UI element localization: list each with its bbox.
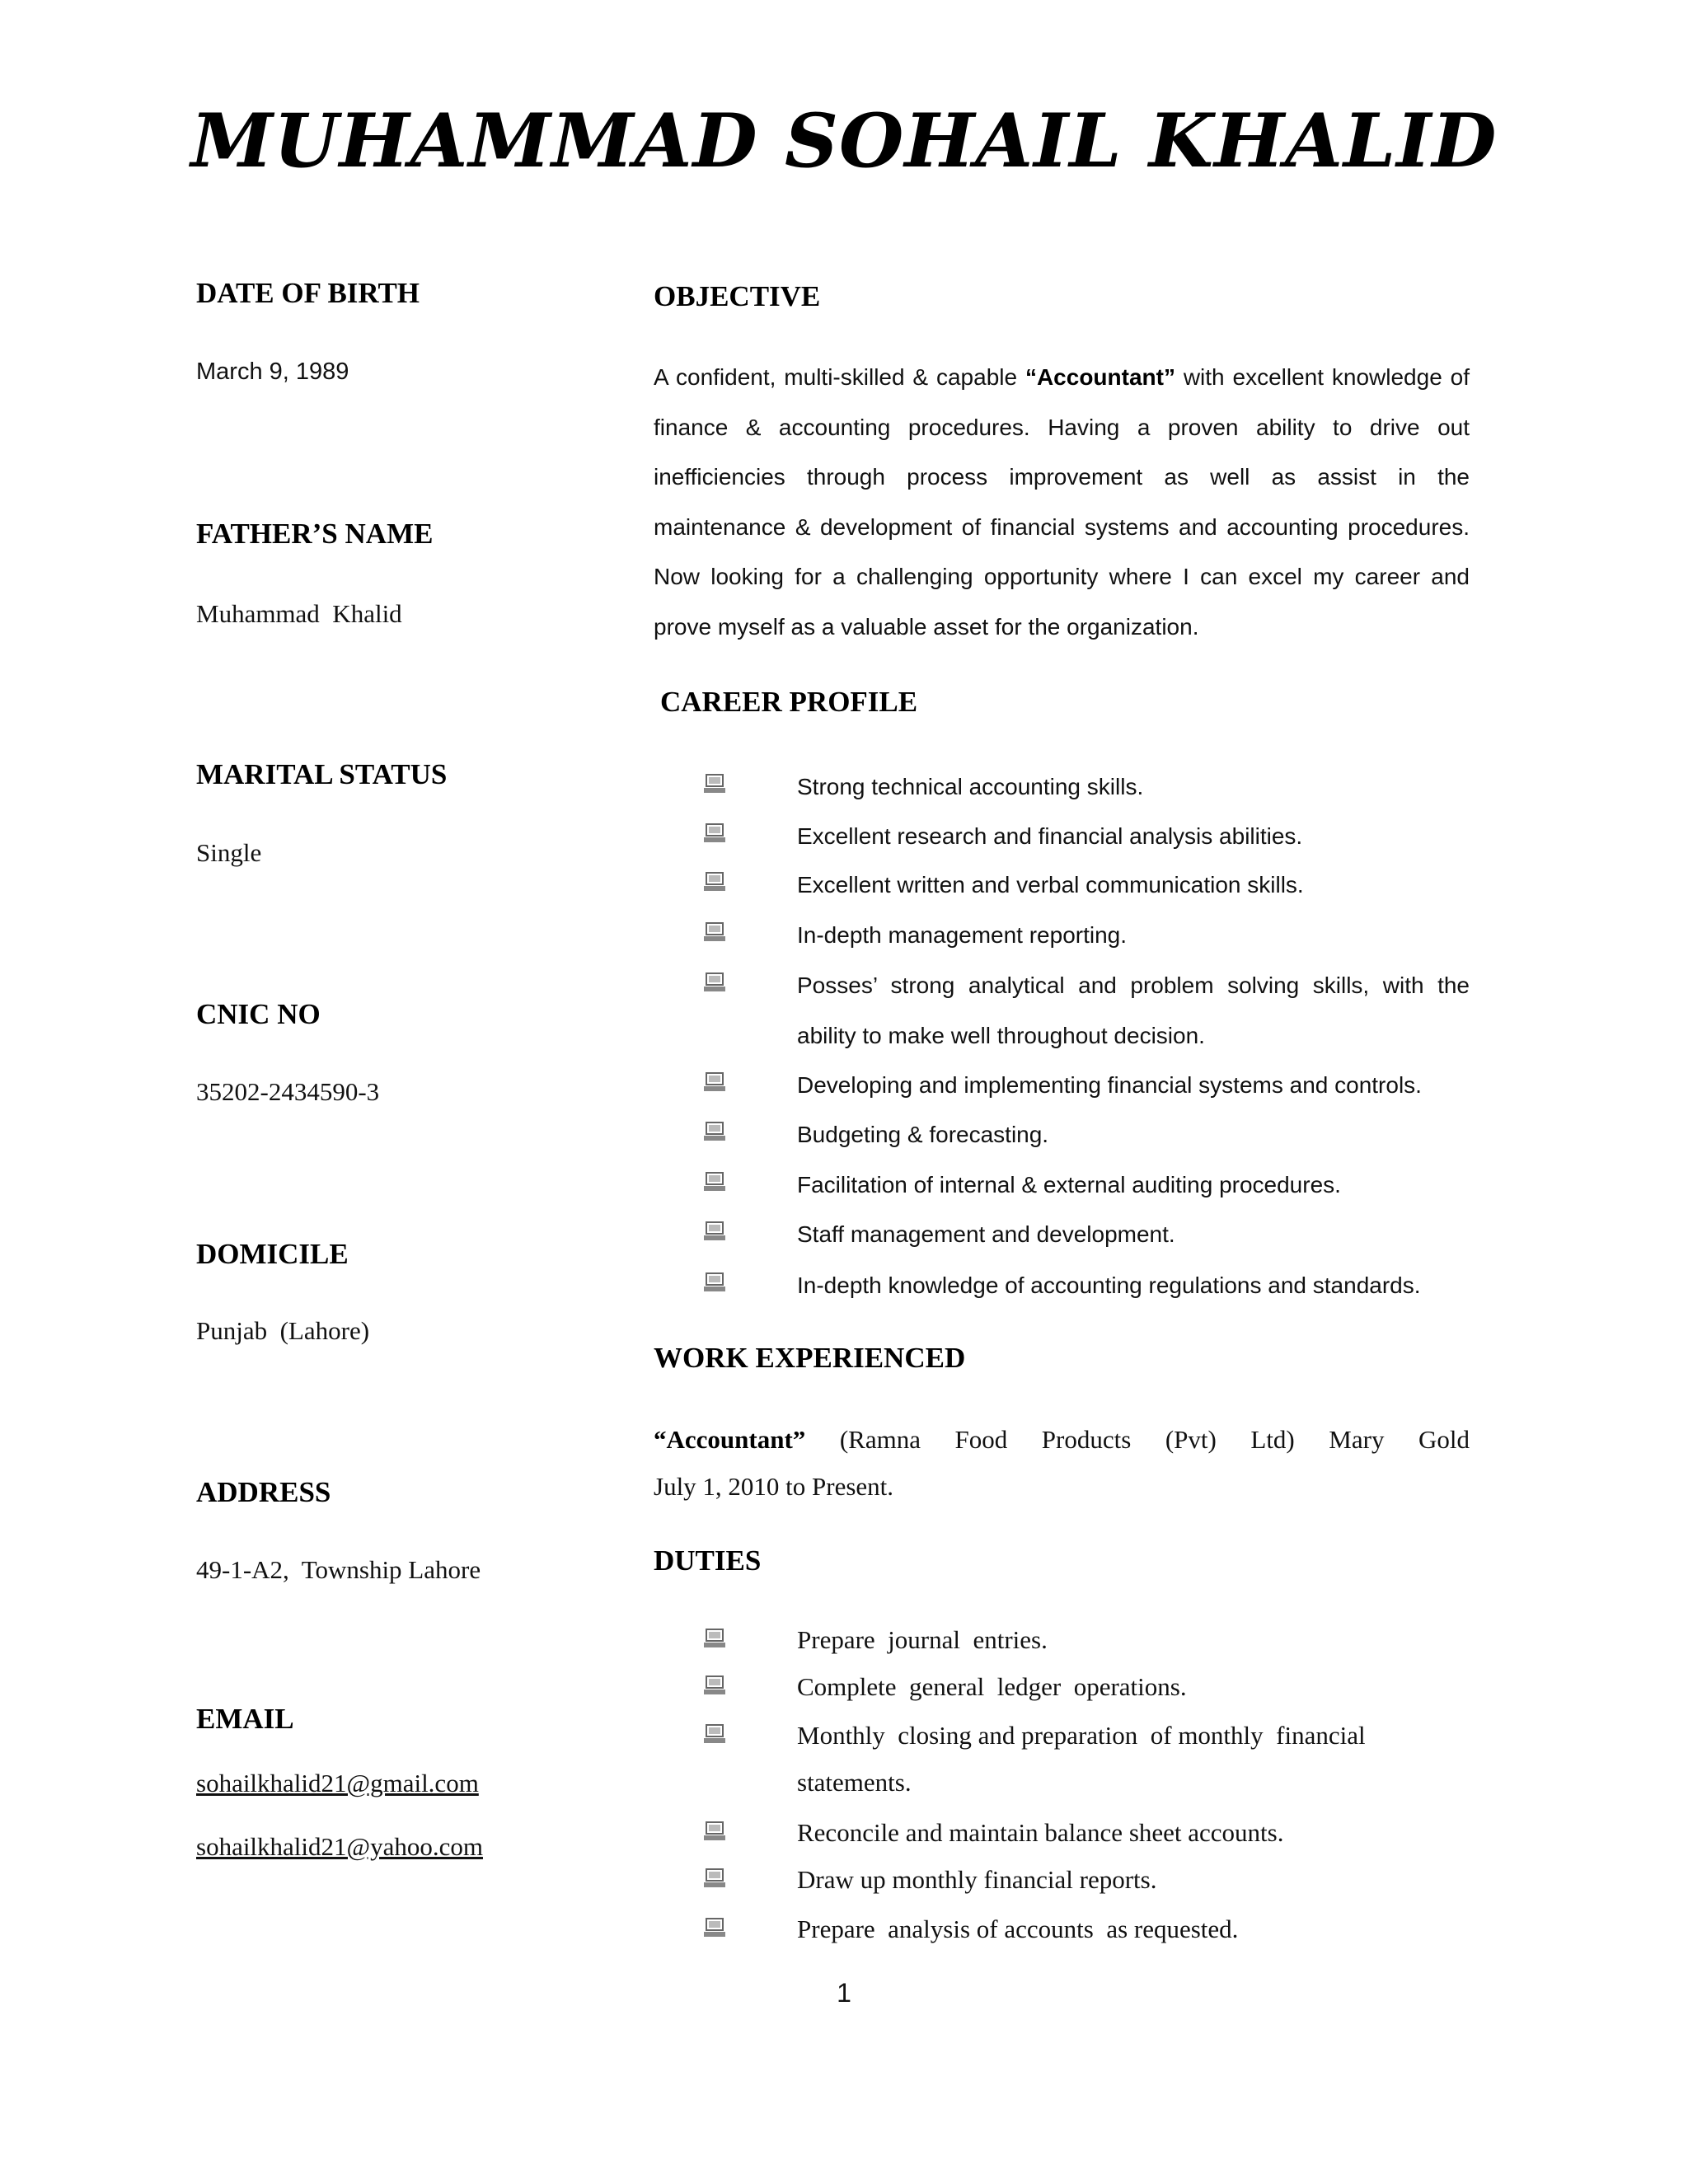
- cnic-value: 35202-2434590-3: [196, 1077, 380, 1106]
- list-item: [703, 1616, 1470, 1663]
- list-item: [703, 1209, 1470, 1259]
- father-name-value: Muhammad Khalid: [196, 599, 402, 628]
- career-item-text: In-depth management reporting.: [797, 922, 1128, 948]
- career-item-text: Strong technical accounting skills.: [797, 774, 1144, 799]
- list-item: [703, 1109, 1470, 1160]
- duty-item-text: Prepare analysis of accounts as requested.: [797, 1915, 1239, 1943]
- career-item-text: Posses’ strong analytical and problem solving skills, with the ability to make well throughout decision.: [797, 972, 1470, 1048]
- candidate-name: MUHAMMAD SOHAIL KHALID: [190, 97, 1498, 185]
- list-item: [703, 910, 1470, 960]
- objective-text-before: A confident, multi-skilled & capable: [654, 364, 1025, 390]
- computer-bullet-icon: [703, 773, 726, 794]
- career-profile-heading: CAREER PROFILE: [660, 686, 918, 718]
- computer-bullet-icon: [703, 1221, 726, 1242]
- career-item-text: Facilitation of internal & external auditing procedures.: [797, 1172, 1341, 1197]
- list-item: [703, 1809, 1470, 1856]
- list-item: [703, 811, 1470, 861]
- duties-heading: DUTIES: [654, 1544, 762, 1577]
- work-experience-heading: WORK EXPERIENCED: [654, 1342, 966, 1374]
- list-item: [703, 960, 1470, 1061]
- career-item-text: Developing and implementing financial systems and controls.: [797, 1072, 1422, 1098]
- list-item: [703, 1663, 1470, 1710]
- computer-bullet-icon: [703, 1071, 726, 1093]
- email-label: EMAIL: [196, 1703, 294, 1735]
- email-secondary[interactable]: [196, 1832, 483, 1862]
- computer-bullet-icon: [703, 1868, 726, 1889]
- computer-bullet-icon: [703, 1821, 726, 1842]
- work-company: (Ramna Food Products (Pvt) Ltd) Mary Gold: [805, 1425, 1470, 1454]
- address-value: 49-1-A2, Township Lahore: [196, 1555, 481, 1584]
- marital-status-value: Single: [196, 838, 262, 867]
- cnic-label: CNIC NO: [196, 998, 321, 1030]
- objective-text: [654, 353, 1470, 652]
- computer-bullet-icon: [703, 871, 726, 893]
- father-name-label: FATHER’S NAME: [196, 518, 434, 550]
- career-item-text: Budgeting & forecasting.: [797, 1122, 1049, 1147]
- duty-item-text: Complete general ledger operations.: [797, 1672, 1187, 1701]
- computer-bullet-icon: [703, 1628, 726, 1649]
- computer-bullet-icon: [703, 1272, 726, 1293]
- computer-bullet-icon: [703, 1121, 726, 1142]
- email-primary-link[interactable]: sohailkhalid21@gmail.com: [196, 1769, 479, 1797]
- computer-bullet-icon: [703, 1171, 726, 1193]
- computer-bullet-icon: [703, 1675, 726, 1696]
- career-item-text: Excellent written and verbal communication skills.: [797, 872, 1304, 898]
- computer-bullet-icon: [703, 1917, 726, 1938]
- objective-highlight: “Accountant”: [1025, 364, 1175, 390]
- duty-item-text: Monthly closing and preparation of monthly financial statements.: [797, 1721, 1372, 1797]
- objective-text-after: with excellent knowledge of finance & accounting procedures. Having a proven ability to drive out inefficiencies through process improvement as well as assist in the maintenance & development of financial systems and accounting procedures. Now looking for a challenging opportunity where I can excel my career and prove myself as a valuable asset for the organization.: [654, 364, 1470, 640]
- computer-bullet-icon: [703, 823, 726, 844]
- list-item: [703, 860, 1470, 910]
- work-position-line: [654, 1416, 1470, 1463]
- marital-status-label: MARITAL STATUS: [196, 758, 448, 790]
- list-item: [703, 1905, 1470, 1952]
- work-role: “Accountant”: [654, 1425, 806, 1454]
- list-item: [703, 1060, 1470, 1110]
- duty-item-text: Prepare journal entries.: [797, 1625, 1048, 1654]
- objective-heading: OBJECTIVE: [654, 280, 821, 312]
- list-item: [703, 1160, 1470, 1210]
- page-number: 1: [837, 1978, 851, 2008]
- email-secondary-link[interactable]: sohailkhalid21@yahoo.com: [196, 1832, 483, 1861]
- dob-label: DATE OF BIRTH: [196, 277, 420, 309]
- domicile-value: Punjab (Lahore): [196, 1316, 370, 1345]
- work-dates: July 1, 2010 to Present.: [654, 1472, 894, 1501]
- career-item-text: Excellent research and financial analysis abilities.: [797, 823, 1303, 849]
- list-item: [703, 1856, 1470, 1903]
- computer-bullet-icon: [703, 921, 726, 943]
- computer-bullet-icon: [703, 972, 726, 993]
- career-item-text: Staff management and development.: [797, 1221, 1175, 1247]
- list-item: [703, 1712, 1470, 1806]
- duty-item-text: Draw up monthly financial reports.: [797, 1865, 1157, 1894]
- duty-item-text: Reconcile and maintain balance sheet accounts.: [797, 1818, 1284, 1847]
- list-item: [703, 1260, 1470, 1310]
- career-item-text: In-depth knowledge of accounting regulations and standards.: [797, 1272, 1421, 1298]
- email-primary[interactable]: [196, 1769, 479, 1798]
- computer-bullet-icon: [703, 1723, 726, 1745]
- dob-value: March 9, 1989: [196, 359, 349, 385]
- domicile-label: DOMICILE: [196, 1238, 349, 1270]
- address-label: ADDRESS: [196, 1476, 331, 1508]
- list-item: [703, 762, 1470, 812]
